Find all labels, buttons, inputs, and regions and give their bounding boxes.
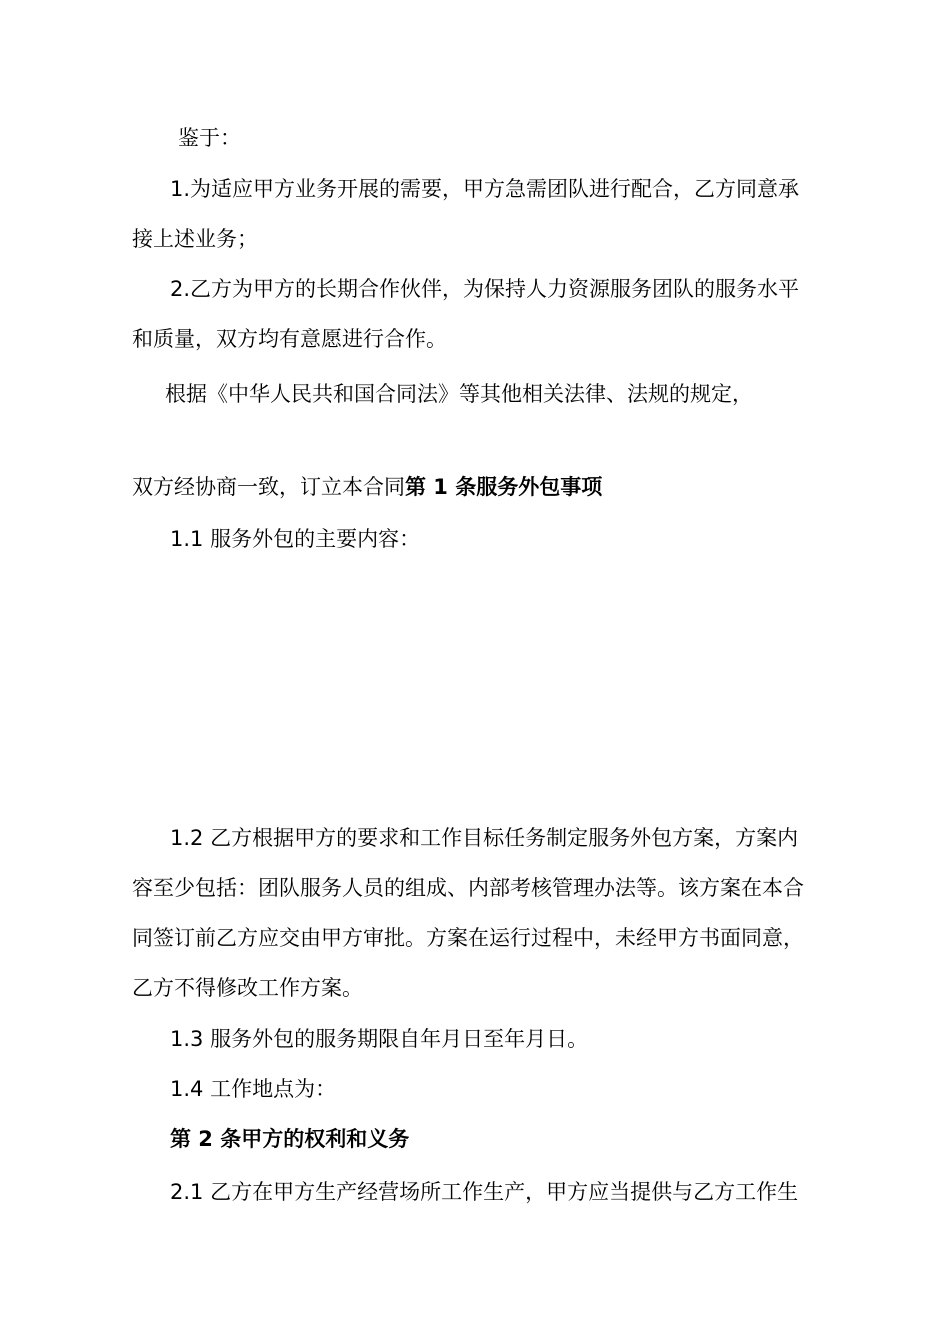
- agreement-text: 双方经协商一致，订立本合同: [132, 475, 405, 499]
- recital-item-1-line-2: 接上述业务；: [132, 227, 258, 251]
- recital-item-2-line-2: 和质量，双方均有意愿进行合作。: [132, 327, 447, 351]
- clause-1-2-line-3: 同签订前乙方应交由甲方审批。方案在运行过程中，未经甲方书面同意，: [132, 926, 804, 950]
- clause-1-2-line-4: 乙方不得修改工作方案。: [132, 976, 363, 1000]
- clause-1-4: 1.4 工作地点为：: [170, 1077, 337, 1101]
- article-2-heading: 第 2 条甲方的权利和义务: [170, 1127, 410, 1151]
- clause-1-3: 1.3 服务外包的服务期限自年月日至年月日。: [170, 1027, 589, 1051]
- whereas-heading: 鉴于：: [178, 126, 241, 150]
- clause-2-1-line-1: 2.1 乙方在甲方生产经营场所工作生产，甲方应当提供与乙方工作生: [170, 1180, 799, 1204]
- clause-1-2-line-2: 容至少包括：团队服务人员的组成、内部考核管理办法等。该方案在本合: [132, 876, 804, 900]
- agreement-line: [132, 473, 602, 501]
- legal-basis-line: 根据《中华人民共和国合同法》等其他相关法律、法规的规定，: [165, 382, 753, 406]
- clause-1-1: 1.1 服务外包的主要内容：: [170, 527, 421, 551]
- recital-item-2-line-1: 2.乙方为甲方的长期合作伙伴，为保持人力资源服务团队的服务水平: [170, 277, 800, 301]
- clause-1-2-line-1: 1.2 乙方根据甲方的要求和工作目标任务制定服务外包方案，方案内: [170, 826, 799, 850]
- article-1-heading: 第 1 条服务外包事项: [405, 475, 603, 499]
- recital-item-1-line-1: 1.为适应甲方业务开展的需要，甲方急需团队进行配合，乙方同意承: [170, 177, 800, 201]
